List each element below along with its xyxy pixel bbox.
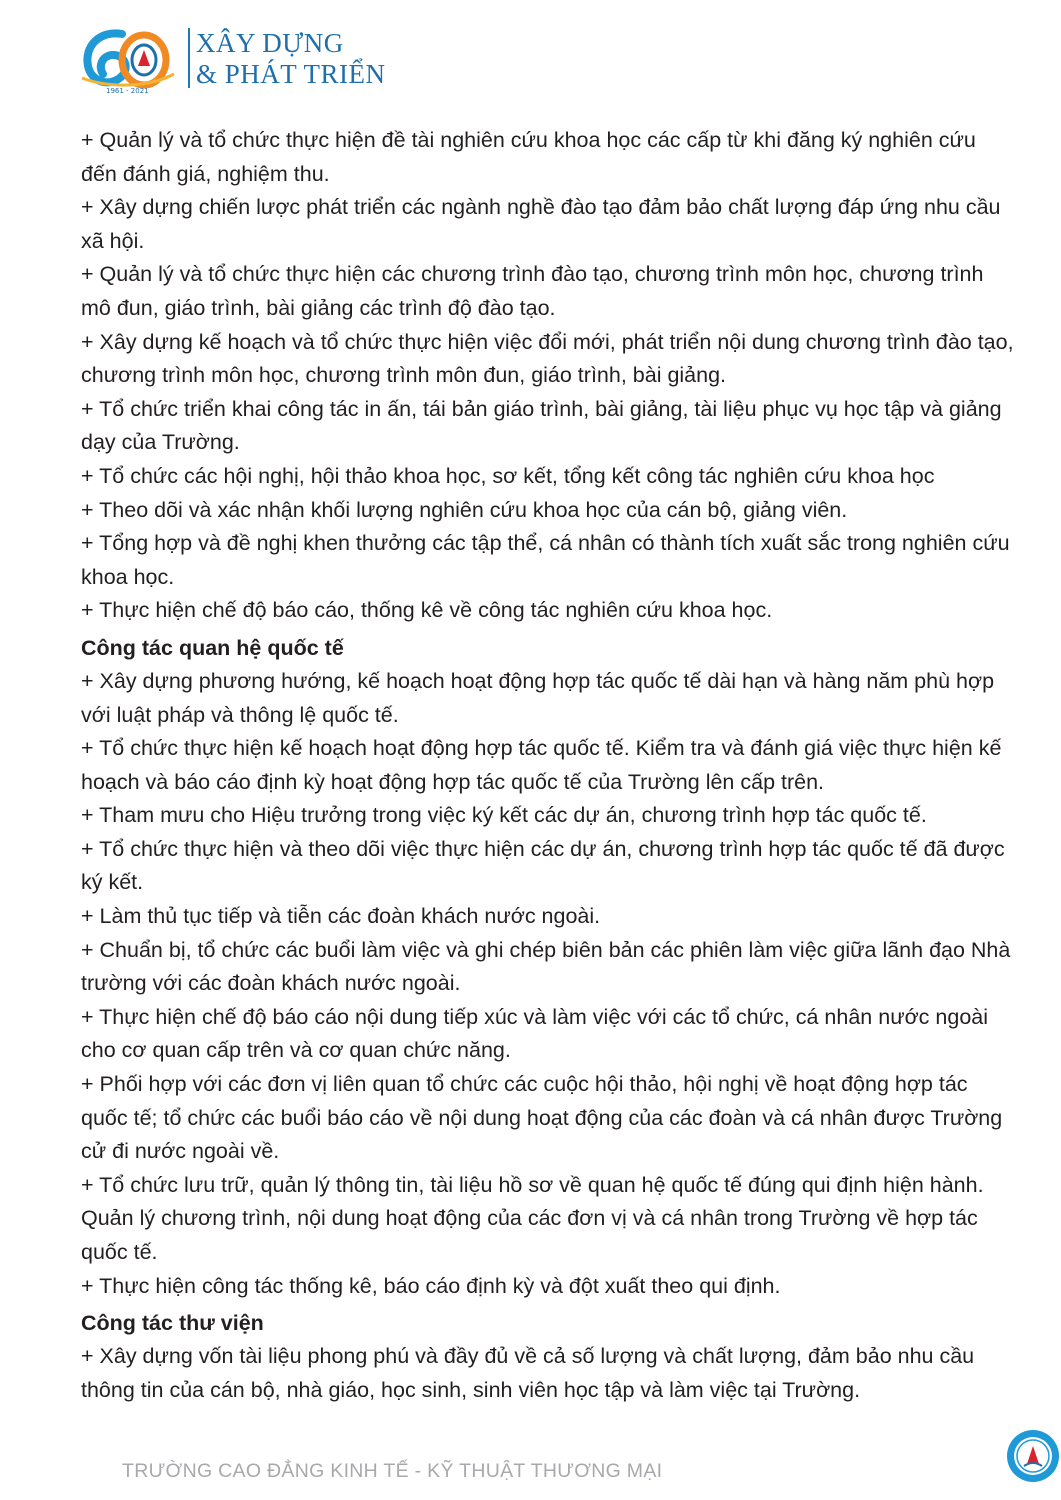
list-item: + Xây dựng kế hoạch và tổ chức thực hiện việc đổi mới, phát triển nội dung chương trình đào tạo, chương trình môn học, chương trình môn đun, giáo trình, bài giảng. [81, 329, 1014, 388]
section-heading-library: Công tác thư viện [81, 1311, 264, 1336]
sixty-years-logo-icon [78, 24, 178, 94]
list-item: + Xây dựng vốn tài liệu phong phú và đầy đủ về cả số lượng và chất lượng, đảm bảo nhu cầu thông tin của cán bộ, nhà giáo, học sinh, sinh viên học tập và làm việc tại Trường. [81, 1344, 975, 1402]
list-item: + Tổ chức triển khai công tác in ấn, tái bản giáo trình, bài giảng, tài liệu phục vụ học tập và giảng dạy của Trường. [81, 396, 1002, 455]
logo-years: 1961 - 2021 [106, 87, 149, 94]
list-item: + Tham mưu cho Hiệu trưởng trong việc ký kết các dự án, chương trình hợp tác quốc tế. [81, 803, 927, 828]
list-item: + Xây dựng chiến lược phát triển các ngành nghề đào tạo đảm bảo chất lượng đáp ứng nhu cầu xã hội. [81, 195, 1001, 253]
list-item: + Phối hợp với các đơn vị liên quan tổ chức các cuộc hội thảo, hội nghị về hoạt động hợp tác quốc tế; tổ chức các buổi báo cáo về nội dung hoạt động của các đoàn và cá nhân được Trường cử đi nước ngoài về. [81, 1072, 1003, 1164]
list-item: + Thực hiện chế độ báo cáo nội dung tiếp xúc và làm việc với các tổ chức, cá nhân nước ngoài cho cơ quan cấp trên và cơ quan chức năng. [81, 1004, 989, 1063]
page-header [78, 22, 498, 96]
section-heading-international: Công tác quan hệ quốc tế [81, 635, 344, 660]
brand-title [196, 28, 386, 90]
list-item: + Tổ chức các hội nghị, hội thảo khoa học, sơ kết, tổng kết công tác nghiên cứu khoa học [81, 463, 935, 488]
brand-line-1: XÂY DỰNG [196, 28, 344, 58]
school-seal-icon [1005, 1428, 1061, 1484]
list-item: + Xây dựng phương hướng, kế hoạch hoạt động hợp tác quốc tế dài hạn và hàng năm phù hợp với luật pháp và thông lệ quốc tế. [81, 668, 995, 727]
section-library-list [81, 1340, 1016, 1407]
list-item: + Tổ chức lưu trữ, quản lý thông tin, tài liệu hồ sơ về quan hệ quốc tế đúng qui định hiện hành. Quản lý chương trình, nội dung hoạt động của các đơn vị và cá nhân trong Trường về hợp tác quốc tế. [81, 1172, 984, 1264]
list-item: + Quản lý và tổ chức thực hiện các chương trình đào tạo, chương trình môn học, chương trình mô đun, giáo trình, bài giảng các trình độ đào tạo. [81, 262, 984, 320]
footer-school-name: TRƯỜNG CAO ĐẲNG KINH TẾ - KỸ THUẬT THƯƠNG MẠI [122, 1460, 663, 1482]
list-item: + Tổ chức thực hiện và theo dõi việc thực hiện các dự án, chương trình hợp tác quốc tế đã được ký kết. [81, 836, 1005, 895]
header-divider [188, 28, 190, 88]
list-item: + Tổng hợp và đề nghị khen thưởng các tập thể, cá nhân có thành tích xuất sắc trong nghiên cứu khoa học. [81, 531, 1010, 589]
list-item: + Làm thủ tục tiếp và tiễn các đoàn khách nước ngoài. [81, 904, 601, 929]
document-body [81, 124, 1016, 1407]
list-item: + Theo dõi và xác nhận khối lượng nghiên cứu khoa học của cán bộ, giảng viên. [81, 497, 848, 522]
list-item: + Thực hiện công tác thống kê, báo cáo định kỳ và đột xuất theo qui định. [81, 1273, 781, 1298]
list-item: + Quản lý và tổ chức thực hiện đề tài nghiên cứu khoa học các cấp từ khi đăng ký nghiên cứu đến đánh giá, nghiệm thu. [81, 128, 976, 186]
list-item: + Thực hiện chế độ báo cáo, thống kê về công tác nghiên cứu khoa học. [81, 598, 773, 623]
brand-line-2: & PHÁT TRIỂN [196, 59, 386, 89]
list-item: + Tổ chức thực hiện kế hoạch hoạt động hợp tác quốc tế. Kiểm tra và đánh giá việc thực hiện kế hoạch và báo cáo định kỳ hoạt động hợp tác quốc tế của Trường lên cấp trên. [81, 736, 1002, 794]
section-international-list [81, 665, 1016, 1303]
list-item: + Chuẩn bị, tổ chức các buổi làm việc và ghi chép biên bản các phiên làm việc giữa lãnh đạo Nhà trường với các đoàn khách nước ngoài. [81, 937, 1011, 996]
section-research-list [81, 124, 1016, 628]
